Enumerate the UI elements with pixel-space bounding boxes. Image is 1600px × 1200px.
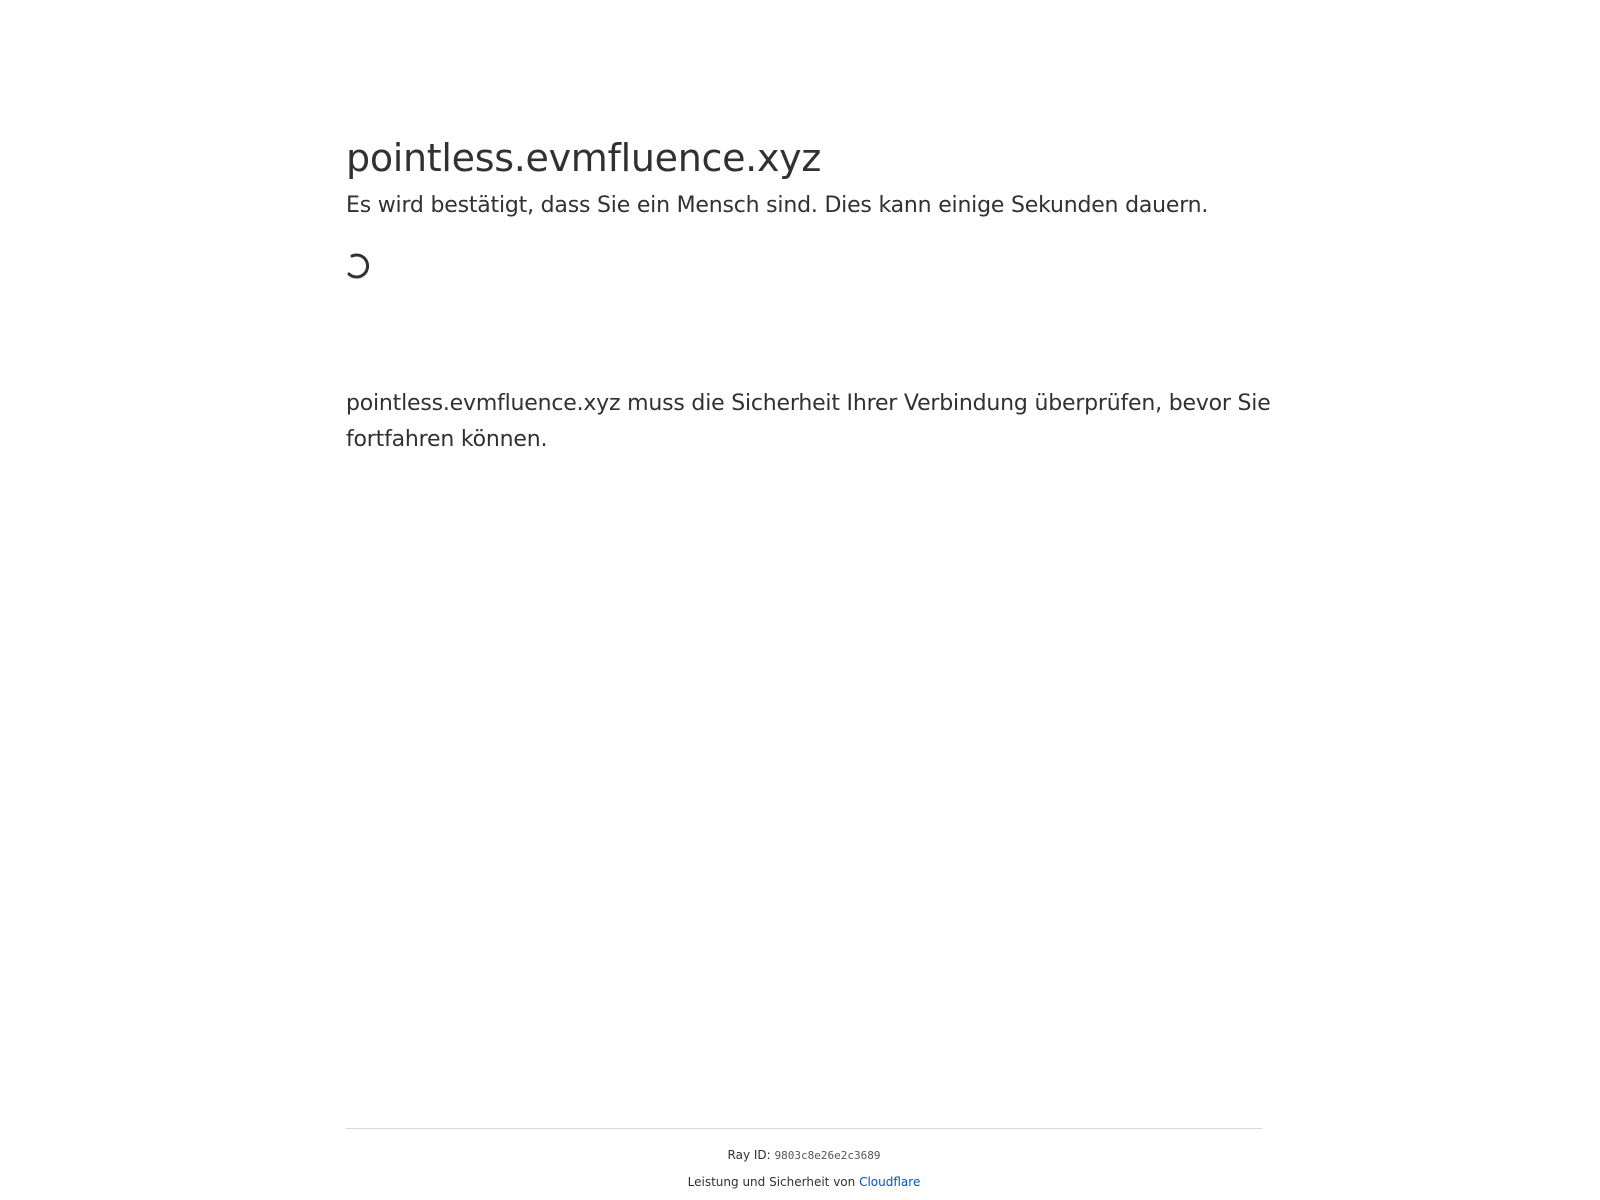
cloudflare-link[interactable]: Cloudflare xyxy=(859,1175,921,1189)
security-check-message: pointless.evmfluence.xyz muss die Sicherheit Ihrer Verbindung überprüfen, bevor Sie fortfahren können. xyxy=(346,391,1271,452)
loading-spinner-icon xyxy=(346,252,374,280)
page-title: pointless.evmfluence.xyz xyxy=(346,136,821,180)
ray-id-value: 9803c8e26e2c3689 xyxy=(774,1149,881,1162)
main-content xyxy=(346,130,1271,452)
ray-id-line xyxy=(346,1147,1262,1164)
powered-by-line xyxy=(346,1174,1262,1190)
powered-by-text: Leistung und Sicherheit von xyxy=(687,1175,856,1189)
footer xyxy=(346,1128,1262,1190)
spinner-container xyxy=(346,252,386,292)
verification-subtitle: Es wird bestätigt, dass Sie ein Mensch sind. Dies kann einige Sekunden dauern. xyxy=(346,193,1209,218)
ray-id-label: Ray ID: xyxy=(727,1148,771,1162)
